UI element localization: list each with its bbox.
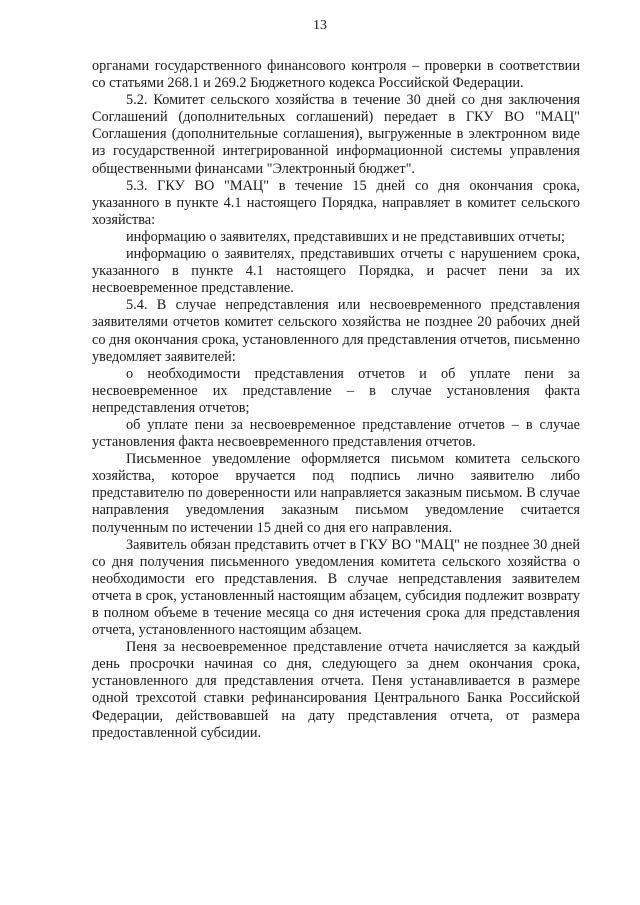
- page-number: 13: [313, 18, 327, 33]
- paragraph-1: органами государственного финансового контроля – проверки в соответствии со статьями 268.1 и 269.2 Бюджетного кодекса Российской Федерации.: [92, 58, 580, 92]
- paragraph-5-2: 5.2. Комитет сельского хозяйства в течение 30 дней со дня заключения Соглашений (дополнительных соглашений) передает в ГКУ ВО "МАЦ" Соглашения (дополнительные соглашения), выгруженные в электронном виде из государственной интегрированной информационной системы управления общественными финансами "Электронный бюджет".: [92, 92, 580, 177]
- paragraph-notification: Письменное уведомление оформляется письмом комитета сельского хозяйства, которое вручается под подпись лично заявителю либо представителю по доверенности или направляется заказным письмом. В случае направления уведомления заказным письмом уведомление считается полученным по истечении 15 дней со дня его направления.: [92, 451, 580, 536]
- paragraph-applicant-obligation: Заявитель обязан представить отчет в ГКУ ВО "МАЦ" не позднее 30 дней со дня получения письменного уведомления комитета сельского хозяйства о необходимости его представления. В случае непредставления заявителем отчета в срок, установленный настоящим абзацем, субсидия подлежит возврату в полном объеме в течение месяца со дня истечения срока для представления отчета, установленного настоящим абзацем.: [92, 536, 580, 639]
- list-item-late-reports: информацию о заявителях, представивших отчеты с нарушением срока, указанного в пункте 4.1 настоящего Порядка, и расчет пени за их несвоевременное представление.: [92, 246, 580, 297]
- paragraph-5-3: 5.3. ГКУ ВО "МАЦ" в течение 15 дней со дня окончания срока, указанного в пункте 4.1 настоящего Порядка, направляет в комитет сельского хозяйства:: [92, 177, 580, 228]
- list-item-applicants-reports: информацию о заявителях, представивших и не представивших отчеты;: [126, 228, 565, 245]
- list-item-late-submission: об уплате пени за несвоевременное представление отчетов – в случае установления факта несвоевременного представления отчетов.: [92, 416, 580, 451]
- paragraph-5-4: 5.4. В случае непредставления или несвоевременного представления заявителями отчетов комитет сельского хозяйства не позднее 20 рабочих дней со дня окончания срока, установленного для представления отчетов, письменно уведомляет заявителей:: [92, 297, 580, 365]
- document-body: [92, 58, 580, 742]
- list-item-non-submission: о необходимости представления отчетов и об уплате пени за несвоевременное их представление – в случае установления факта непредставления отчетов;: [92, 365, 580, 416]
- paragraph-penalty: Пеня за несвоевременное представление отчета начисляется за каждый день просрочки начиная со дня, следующего за днем окончания срока, установленного для представления отчета. Пеня устанавливается в размере одной трехсотой ставки рефинансирования Центрального Банка Российской Федерации, действовавшей на дату представления отчета, от размера предоставленной субсидии.: [92, 639, 580, 741]
